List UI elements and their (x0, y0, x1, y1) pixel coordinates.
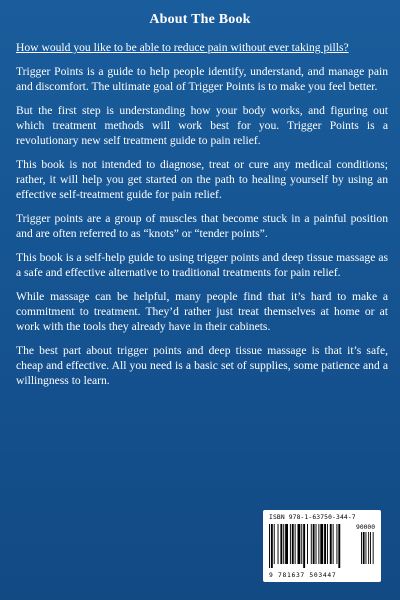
isbn-barcode (263, 510, 381, 582)
price-code: 90000 (356, 524, 375, 531)
isbn-label: ISBN 978-1-63750-344-7 (269, 514, 356, 521)
paragraph: But the first step is understanding how your body works, and figuring out which treatment methods will work best for you. Trigger Points is a revolutionary new self treatment guide to pain relief. (16, 104, 388, 147)
paragraph: While massage can be helpful, many people find that it’s hard to make a commitment to treatment. They’d rather just treat themselves at home or at work with the tools they already have in their cabinets. (16, 290, 388, 333)
barcode-digits: 9 781637 503447 (269, 572, 337, 579)
lead-question: How would you like to be able to reduce pain without ever taking pills? (16, 41, 349, 54)
description (16, 40, 388, 397)
page-title: About The Book (149, 12, 251, 27)
barcode-bars-icon (269, 524, 375, 568)
paragraph: This book is not intended to diagnose, treat or cure any medical conditions; rather, it will help you get started on the path to healing yourself by using an effective self-treatment guide for pain relief. (16, 158, 388, 201)
paragraph: This book is a self-help guide to using trigger points and deep tissue massage as a safe and effective alternative to traditional treatments for pain relief. (16, 251, 388, 279)
paragraph: Trigger Points is a guide to help people identify, understand, and manage pain and discomfort. The ultimate goal of Trigger Points is to make you feel better. (16, 65, 388, 93)
paragraph: Trigger points are a group of muscles that become stuck in a painful position and are often referred to as “knots” or “tender points”. (16, 212, 388, 240)
paragraph: The best part about trigger points and deep tissue massage is that it’s safe, cheap and effective. All you need is a basic set of supplies, some patience and a willingness to learn. (16, 344, 388, 387)
